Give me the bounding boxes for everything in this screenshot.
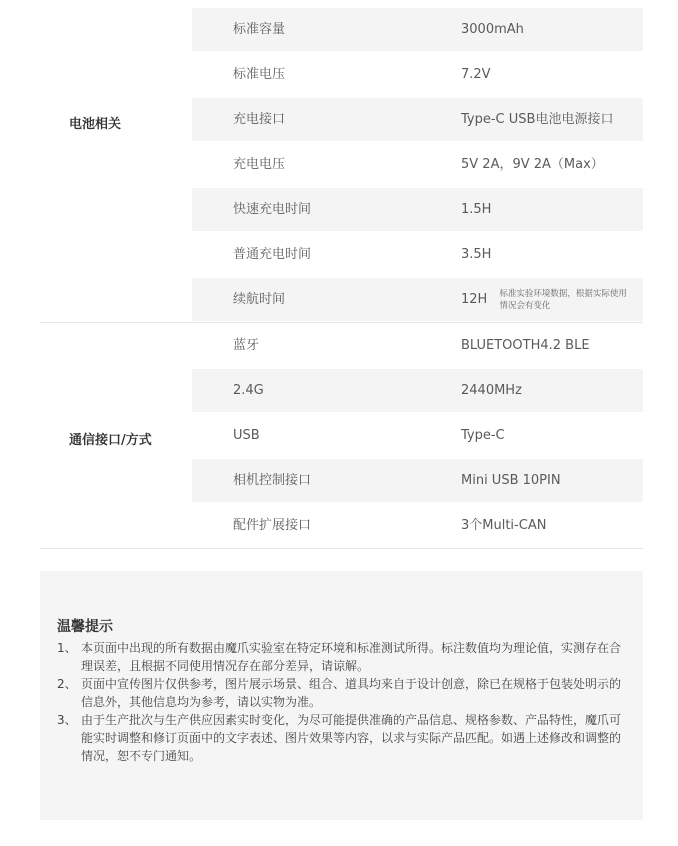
- spec-param: 快速充电时间: [233, 202, 312, 217]
- spec-value: 7.2V: [461, 67, 491, 82]
- tip-item: [57, 711, 627, 765]
- spec-param: 2.4G: [233, 383, 264, 398]
- spec-param: 充电电压: [233, 157, 286, 172]
- spec-value: 3000mAh: [461, 22, 524, 37]
- tip-text: 页面中宣传图片仅供参考，图片展示场景、组合、道具均来自于设计创意，除已在规格于包装处明示的信息外，其他信息均为参考，请以实物为准。: [81, 677, 622, 709]
- spec-row-usb: [192, 414, 643, 457]
- spec-value-main: 12H: [461, 292, 488, 307]
- spec-param: 标准电压: [233, 67, 286, 82]
- spec-row-24g: [192, 369, 643, 412]
- tips-list: [57, 639, 627, 765]
- tip-number: 2、: [57, 677, 77, 691]
- spec-row-charge-voltage: [192, 143, 643, 186]
- group-label-comm: 通信接口/方式: [69, 433, 152, 448]
- tips-panel: [40, 571, 643, 820]
- spec-value: 2440MHz: [461, 383, 522, 398]
- spec-param: USB: [233, 428, 260, 443]
- tip-number: 3、: [57, 713, 77, 727]
- tip-item: [57, 675, 627, 711]
- spec-row-accessory-port: [192, 504, 643, 547]
- spec-param: 相机控制接口: [233, 473, 312, 488]
- spec-param: 普通充电时间: [233, 247, 312, 262]
- spec-row-charge-port: [192, 98, 643, 141]
- table-bottom-divider: [40, 548, 643, 549]
- spec-param: 配件扩展接口: [233, 518, 312, 533]
- spec-row-bluetooth: [192, 324, 643, 367]
- spec-param: 充电接口: [233, 112, 286, 127]
- spec-value: [461, 278, 627, 321]
- spec-value: 3个Multi-CAN: [461, 518, 547, 533]
- tip-text: 由于生产批次与生产供应因素实时变化，为尽可能提供准确的产品信息、规格参数、产品特性，魔爪可能实时调整和修订页面中的文字表述、图片效果等内容，以求与实际产品匹配。如遇上述修改和调整的情况，恕不专门通知。: [81, 713, 622, 763]
- spec-row-endurance: [192, 278, 643, 321]
- spec-value: Type-C USB电池电源接口: [461, 112, 614, 127]
- tip-item: [57, 639, 627, 675]
- spec-value: BLUETOOTH4.2 BLE: [461, 338, 590, 353]
- spec-value: Type-C: [461, 428, 505, 443]
- tips-title: 温馨提示: [57, 619, 113, 635]
- group-label-battery: 电池相关: [69, 117, 122, 132]
- group-divider: [40, 322, 643, 323]
- spec-row-normal-charge: [192, 233, 643, 276]
- spec-param: 蓝牙: [233, 338, 260, 353]
- spec-value: Mini USB 10PIN: [461, 473, 561, 488]
- spec-value: 1.5H: [461, 202, 492, 217]
- tip-number: 1、: [57, 641, 77, 655]
- spec-row-voltage: [192, 53, 643, 96]
- spec-value: 5V 2A，9V 2A（Max）: [461, 157, 604, 172]
- spec-param: 续航时间: [233, 292, 286, 307]
- spec-row-capacity: [192, 8, 643, 51]
- tip-text: 本页面中出现的所有数据由魔爪实验室在特定环境和标准测试所得。标注数值均为理论值，实测存在合理误差，且根据不同使用情况存在部分差异，请谅解。: [81, 641, 622, 673]
- spec-row-fast-charge: [192, 188, 643, 231]
- spec-value-note: 标准实验环境数据，根据实际使用情况会有变化: [499, 288, 627, 311]
- spec-row-camera-control: [192, 459, 643, 502]
- spec-param: 标准容量: [233, 22, 286, 37]
- spec-value: 3.5H: [461, 247, 492, 262]
